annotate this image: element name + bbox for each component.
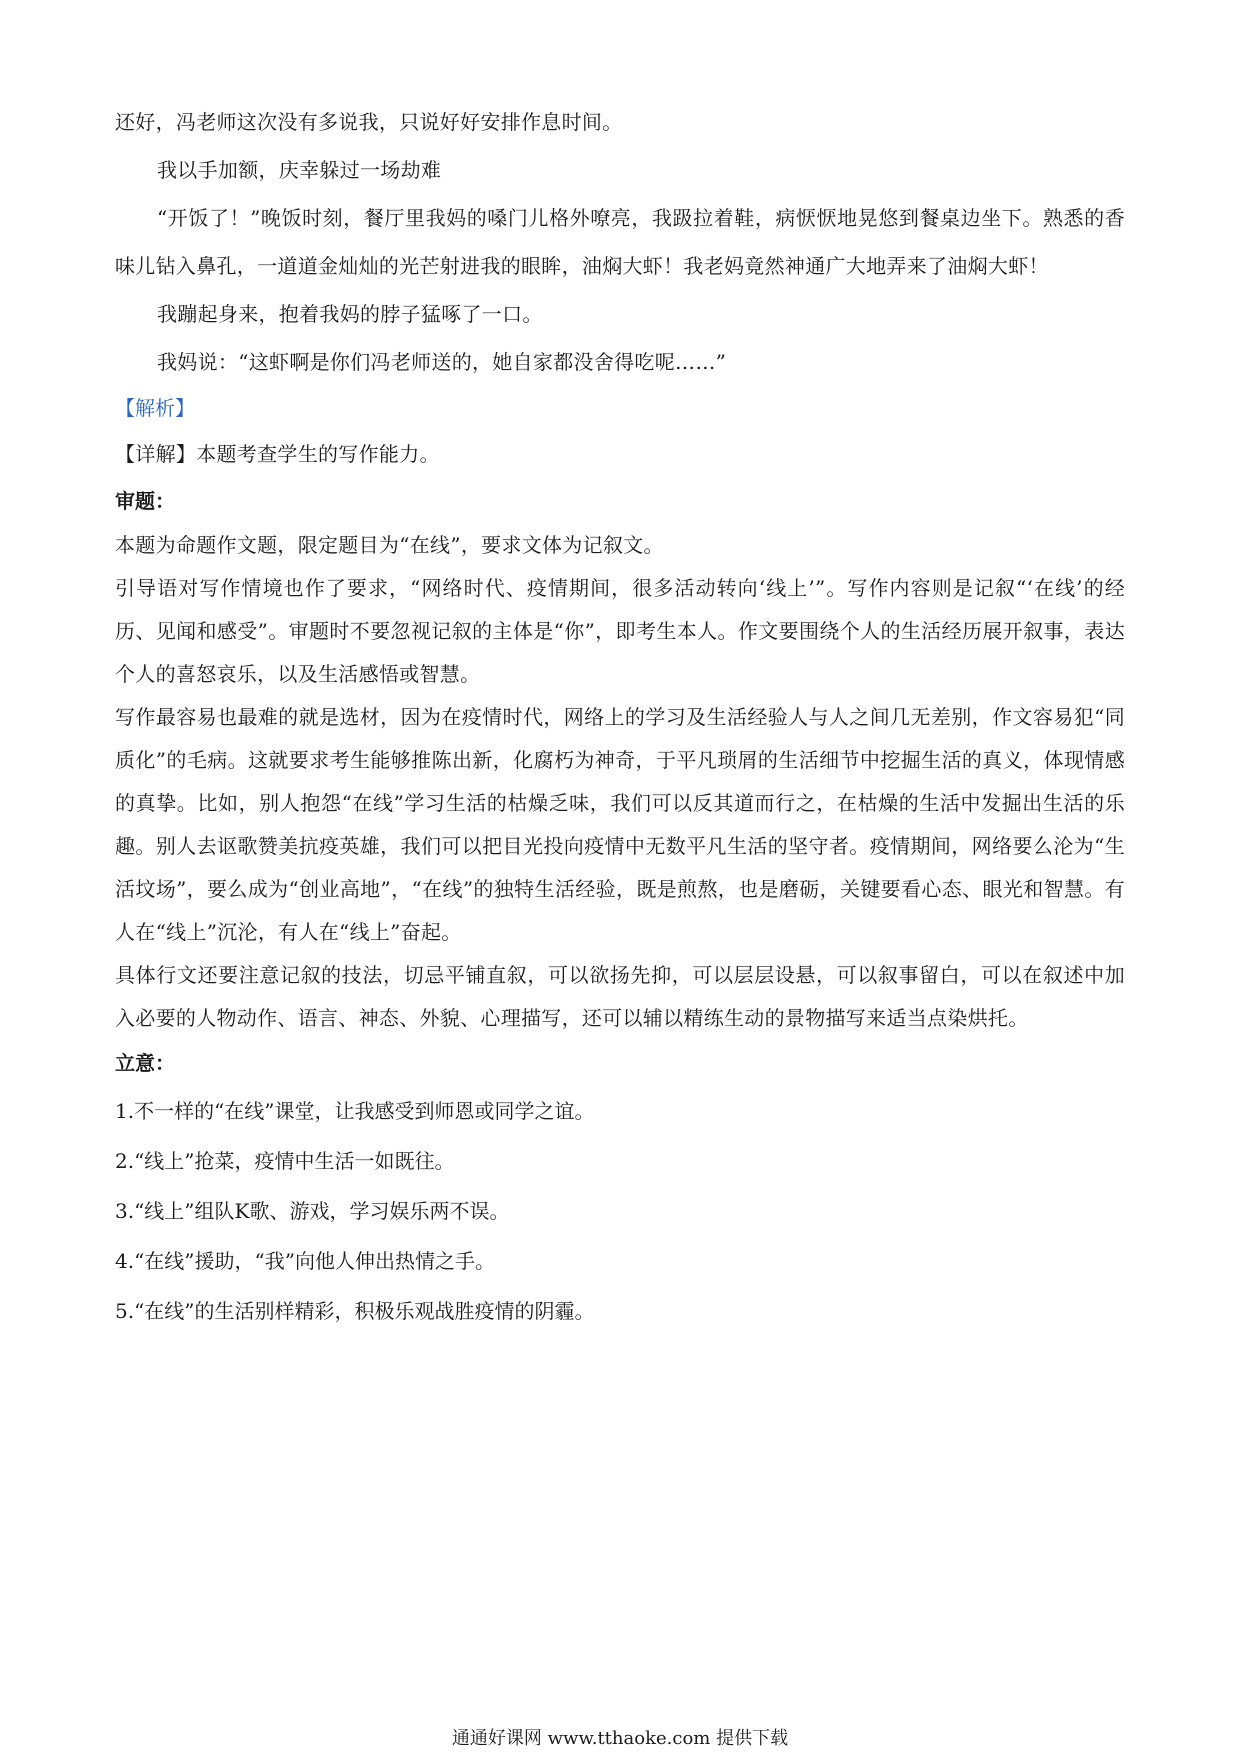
story-line-5: 我妈说：“这虾啊是你们冯老师送的，她自家都没舍得吃呢……”	[157, 350, 727, 374]
story-line-2: 我以手加额，庆幸躲过一场劫难	[157, 158, 442, 182]
document-body	[115, 98, 1125, 1336]
liyi-item-2: 2.“线上”抢菜，疫情中生活一如既往。	[115, 1149, 455, 1173]
shenti-heading: 审题：	[115, 489, 175, 513]
shenti-paragraph-3: 写作最容易也最难的就是选材，因为在疫情时代，网络上的学习及生活经验人与人之间几无差别，作文容易犯“同质化”的毛病。这就要求考生能够推陈出新，化腐朽为神奇，于平凡琐屑的生活细节中挖掘生活的真义，体现情感的真挚。比如，别人抱怨“在线”学习生活的枯燥乏味，我们可以反其道而行之，在枯燥的生活中发掘出生活的乐趣。别人去讴歌赞美抗疫英雄，我们可以把目光投向疫情中无数平凡生活的坚守者。疫情期间，网络要么沦为“生活坟场”，要么成为“创业高地”，“在线”的独特生活经验，既是煎熬，也是磨砺，关键要看心态、眼光和智慧。有人在“线上”沉沦，有人在“线上”奋起。	[115, 705, 1125, 944]
shenti-paragraph-4: 具体行文还要注意记叙的技法，切忌平铺直叙，可以欲扬先抑，可以层层设悬，可以叙事留白，可以在叙述中加入必要的人物动作、语言、神态、外貌、心理描写，还可以辅以精练生动的景物描写来适当点染烘托。	[115, 963, 1125, 1030]
page-footer: 通通好课网 www.tthaoke.com 提供下载	[451, 1728, 789, 1749]
liyi-item-4: 4.“在线”援助，“我”向他人伸出热情之手。	[115, 1249, 495, 1273]
story-line-4: 我蹦起身来，抱着我妈的脖子猛啄了一口。	[157, 302, 543, 326]
liyi-item-3: 3.“线上”组队K歌、游戏，学习娱乐两不误。	[115, 1199, 510, 1223]
shenti-paragraph-2: 引导语对写作情境也作了要求，“网络时代、疫情期间，很多活动转向‘线上’”。写作内容则是记叙“‘在线’的经历、见闻和感受”。审题时不要忽视记叙的主体是“你”，即考生本人。作文要围绕个人的生活经历展开叙事，表达个人的喜怒哀乐，以及生活感悟或智慧。	[115, 576, 1125, 686]
story-line-1: 还好，冯老师这次没有多说我，只说好好安排作息时间。	[115, 110, 623, 134]
liyi-heading: 立意：	[115, 1051, 175, 1075]
liyi-item-1: 1.不一样的“在线”课堂，让我感受到师恩或同学之谊。	[115, 1099, 595, 1123]
analysis-label: 【解析】	[115, 396, 195, 420]
story-line-3: “开饭了！”晚饭时刻，餐厅里我妈的嗓门儿格外嘹亮，我趿拉着鞋，病恹恹地晃悠到餐桌边坐下。熟悉的香味儿钻入鼻孔，一道道金灿灿的光芒射进我的眼眸，油焖大虾！我老妈竟然神通广大地弄来了油焖大虾！	[115, 206, 1125, 278]
shenti-paragraph-1: 本题为命题作文题，限定题目为“在线”，要求文体为记叙文。	[115, 533, 664, 557]
liyi-item-5: 5.“在线”的生活别样精彩，积极乐观战胜疫情的阴霾。	[115, 1299, 595, 1323]
analysis-detail: 【详解】本题考查学生的写作能力。	[115, 442, 440, 466]
